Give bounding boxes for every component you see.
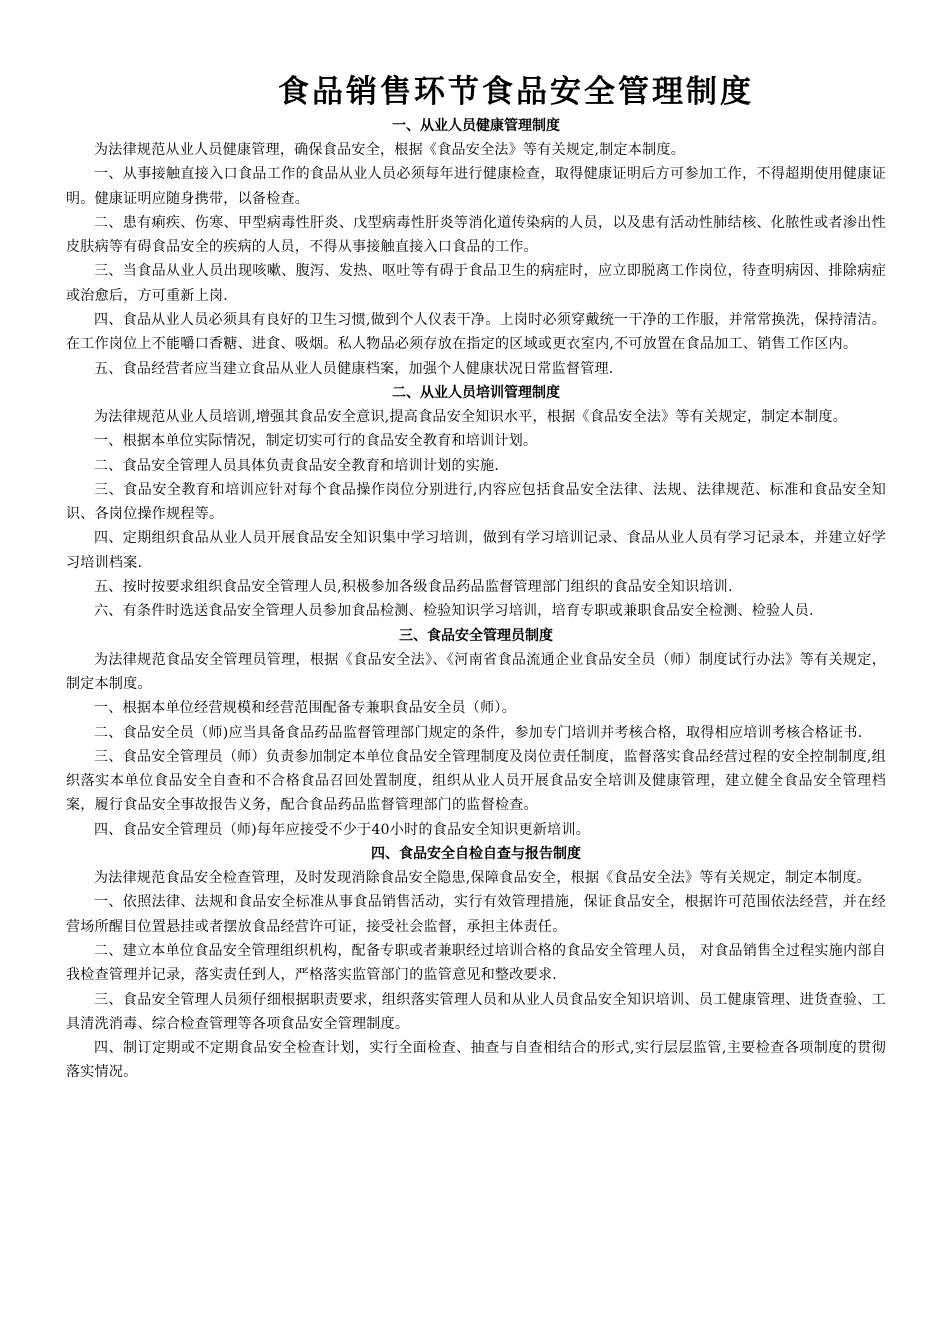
paragraph: 四、定期组织食品从业人员开展食品安全知识集中学习培训，做到有学习培训记录、食品从业人员有学习记录本，并建立好学习培训档案. [66,530,886,571]
paragraph: 五、食品经营者应当建立食品从业人员健康档案，加强个人健康状况日常监督管理. [94,360,614,377]
paragraph: 四、制订定期或不定期食品安全检查计划，实行全面检查、抽查与自查相结合的形式,实行层层监管,主要检查各项制度的贯彻落实情况。 [66,1040,886,1081]
paragraph: 二、食品安全管理人员具体负责食品安全教育和培训计划的实施. [94,457,500,474]
paragraph: 三、食品安全管理人员须仔细根据职责要求，组织落实管理人员和从业人员食品安全知识培训、员工健康管理、进货查验、工具清洗消毒、综合检查管理等各项食品安全管理制度。 [66,991,886,1032]
section-health-management [66,114,886,381]
paragraph: 一、根据本单位经营规模和经营范围配备专兼职食品安全员（师）。 [94,700,516,717]
paragraph: 四、食品安全管理员（师)每年应接受不少于40小时的食品安全知识更新培训。 [94,821,591,838]
paragraph: 二、食品安全员（师)应当具备食品药品监督管理部门规定的条件，参加专门培训并考核合格，取得相应培训考核合格证书. [94,724,863,741]
section-safety-officer [66,624,886,842]
paragraph: 二、建立本单位食品安全管理组织机构，配备专职或者兼职经过培训合格的食品安全管理人员， 对食品销售全过程实施内部自我检查管理并记录，落实责任到人，严格落实监管部门的监管意见和整改要求. [66,942,886,984]
paragraph: 为法律规范从业人员培训,增强其食品安全意识,提高食品安全知识水平，根据《食品安全法》等有关规定，制定本制度。 [94,408,848,425]
section-heading: 四、食品安全自检自查与报告制度 [371,846,581,863]
paragraph: 三、食品安全管理员（师）负责参加制定本单位食品安全管理制度及岗位责任制度，监督落实食品经营过程的安全控制制度,组织落实本单位食品安全自查和不合格食品召回处置制度，组织从业人员开展食品安全培训及健康管理，建立健全食品安全管理档案，履行食品安全事故报告义务，配合食品药品监督管理部门的监督检查。 [66,748,886,814]
document-page [66,70,886,1085]
section-heading: 三、食品安全管理员制度 [399,627,553,644]
document-title: 食品销售环节食品安全管理制度 [278,74,754,110]
paragraph: 三、食品安全教育和培训应针对每个食品操作岗位分别进行,内容应包括食品安全法律、法规、法律规范、标准和食品安全知识、各岗位操作规程等。 [66,481,886,523]
section-heading: 二、从业人员培训管理制度 [392,384,560,401]
paragraph: 六、有条件时选送食品安全管理人员参加食品检测、检验知识学习培训，培育专职或兼职食品安全检测、检验人员. [94,603,814,620]
section-heading: 一、从业人员健康管理制度 [392,118,560,134]
paragraph: 二、患有痢疾、伤寒、甲型病毒性肝炎、戊型病毒性肝炎等消化道传染病的人员，以及患有活动性肺结核、化脓性或者渗出性皮肤病等有碍食品安全的疾病的人员，不得从事接触直接入口食品的工作。 [66,214,886,256]
section-training-management [66,381,886,624]
paragraph: 为法律规范食品安全管理员管理，根据《食品安全法》、《河南省食品流通企业食品安全员（师）制度试行办法》等有关规定，制定本制度。 [66,651,886,692]
paragraph: 一、依照法律、法规和食品安全标准从事食品销售活动，实行有效管理措施，保证食品安全，根据许可范围依法经营，并在经营场所醒目位置悬挂或者摆放食品经营许可证，接受社会监督，承担主体责任。 [66,894,886,935]
paragraph: 一、根据本单位实际情况，制定切实可行的食品安全教育和培训计划。 [94,433,538,450]
paragraph: 三、当食品从业人员出现咳嗽、腹泻、发热、呕吐等有碍于食品卫生的病症时，应立即脱离工作岗位，待查明病因、排除病症或治愈后，方可重新上岗. [66,263,886,304]
paragraph: 四、食品从业人员必须具有良好的卫生习惯,做到个人仪表干净。上岗时必须穿戴统一干净的工作服，并常常换洗，保持清洁。在工作岗位上不能嚼口香糖、进食、吸烟。私人物品必须存放在指定的区域或更衣室内,不可放置在食品加工、销售工作区内。 [66,312,886,353]
section-self-inspection [66,842,886,1085]
paragraph: 为法律规范食品安全检查管理，及时发现消除食品安全隐患,保障食品安全，根据《食品安全法》等有关规定，制定本制度。 [94,870,871,887]
paragraph: 一、从事接触直接入口食品工作的食品从业人员必须每年进行健康检查，取得健康证明后方可参加工作，不得超期使用健康证明。健康证明应随身携带，以备检查。 [66,166,886,207]
paragraph: 五、按时按要求组织食品安全管理人员,积极参加各级食品药品监督管理部门组织的食品安全知识培训. [94,579,733,596]
paragraph: 为法律规范从业人员健康管理，确保食品安全，根据《食品安全法》等有关规定,制定本制度。 [94,142,686,158]
